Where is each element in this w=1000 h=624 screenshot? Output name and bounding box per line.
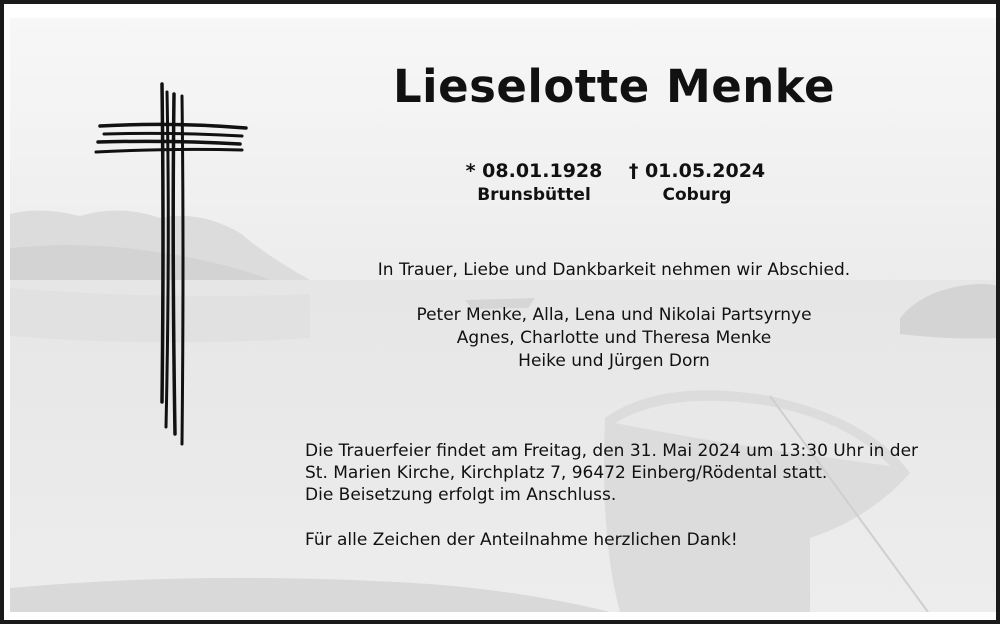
info-line: St. Marien Kirche, Kirchplatz 7, 96472 Einberg/Rödental statt. — [305, 463, 828, 483]
mourner-line: Peter Menke, Alla, Lena und Nikolai Partsyrnye — [416, 305, 812, 325]
mourners-list — [334, 304, 894, 373]
mourner-line: Agnes, Charlotte und Theresa Menke — [456, 328, 772, 348]
death-place: Coburg — [662, 185, 732, 205]
death-block — [622, 158, 772, 206]
ceremony-info — [305, 440, 925, 506]
cross-icon — [92, 82, 252, 447]
death-date: † 01.05.2024 — [628, 160, 766, 182]
birth-block — [459, 158, 609, 206]
farewell-text: In Trauer, Liebe und Dankbarkeit nehmen wir Abschied. — [377, 260, 851, 280]
mourner-line: Heike und Jürgen Dorn — [518, 351, 710, 371]
birth-place: Brunsbüttel — [477, 185, 591, 205]
info-line: Die Trauerfeier findet am Freitag, den 31. Mai 2024 um 13:30 Uhr in der — [305, 441, 919, 461]
deceased-name: Lieselotte Menke — [392, 60, 836, 113]
thanks-text: Für alle Zeichen der Anteilnahme herzlichen Dank! — [305, 530, 738, 550]
info-line: Die Beisetzung erfolgt im Anschluss. — [305, 485, 617, 505]
birth-date: * 08.01.1928 — [465, 160, 603, 182]
